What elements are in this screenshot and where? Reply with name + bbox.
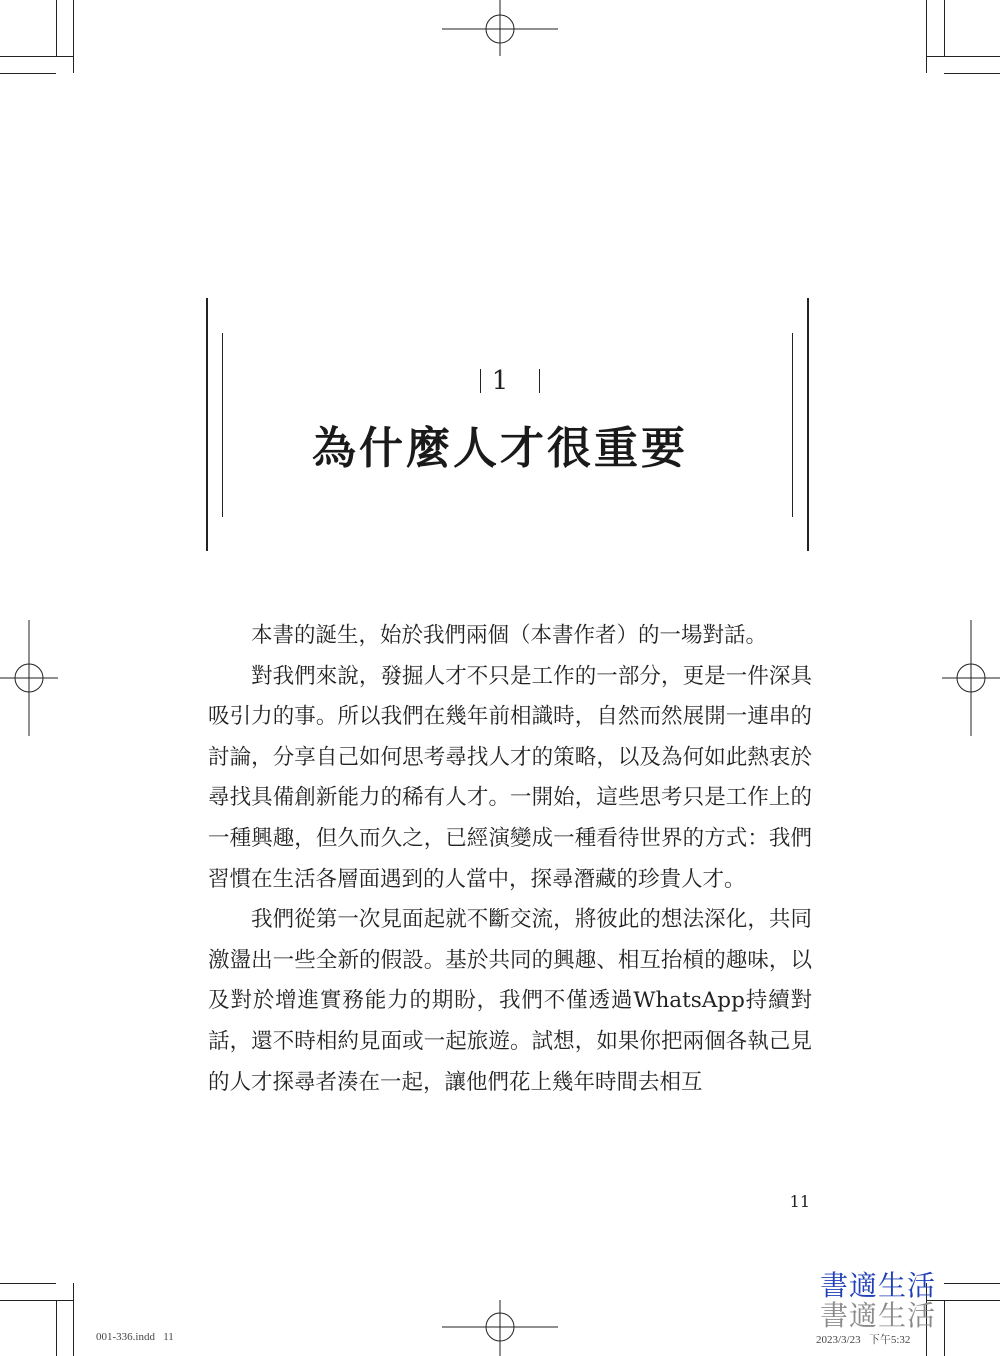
- crop-mark: [56, 1300, 57, 1356]
- registration-mark-icon: [0, 620, 60, 736]
- crop-mark: [944, 73, 1000, 74]
- paragraph: 我們從第一次見面起就不斷交流，將彼此的想法深化，共同激盪出一些全新的假設。基於共同的興趣、相互抬槓的趣味，以及對於增進實務能力的期盼，我們不僅透過WhatsApp持續對話，還不時相約見面或一起旅遊。試想，如果你把兩個各執己見的人才探尋者湊在一起，讓他們花上幾年時間去相互: [208, 907, 812, 1095]
- watermark-text: 書適生活: [820, 1299, 937, 1332]
- crop-mark: [0, 56, 73, 57]
- crop-mark: [0, 1283, 56, 1284]
- slug-file: 001-336.indd 11: [96, 1331, 174, 1343]
- watermark-text: 書適生活: [820, 1269, 937, 1302]
- paragraph: 對我們來說，發掘人才不只是工作的一部分，更是一件深具吸引力的事。所以我們在幾年前相識時，自然而然展開一連串的討論，分享自己如何思考尋找人才的策略，以及為何如此熱衷於尋找具備創新能力的稀有人才。一開始，這些思考只是工作上的一種興趣，但久而久之，已經演變成一種看待世界的方式：我們習慣在生活各層面遇到的人當中，探尋潛藏的珍貴人才。: [208, 663, 812, 892]
- crop-mark: [56, 0, 57, 56]
- crop-mark: [0, 1300, 73, 1301]
- registration-mark-icon: [940, 620, 1000, 736]
- crop-mark: [0, 73, 56, 74]
- slug-timestamp: 2023/3/23 下午5:32: [816, 1334, 911, 1346]
- chapter-title: 為什麼人才很重要: [312, 423, 688, 474]
- registration-mark-icon: [442, 0, 558, 60]
- registration-mark-icon: [442, 1298, 558, 1356]
- crop-mark: [926, 0, 927, 73]
- paragraph: 本書的誕生，始於我們兩個（本書作者）的一場對話。: [251, 623, 768, 648]
- crop-mark: [926, 56, 1000, 57]
- crop-mark: [944, 1300, 945, 1356]
- chapter-number: 1: [491, 366, 509, 396]
- crop-mark: [73, 0, 74, 73]
- page-number: 11: [789, 1192, 810, 1211]
- crop-mark: [73, 1283, 74, 1356]
- crop-mark: [944, 0, 945, 56]
- body-text: [208, 616, 812, 1103]
- crop-mark: [926, 1300, 1000, 1301]
- crop-mark: [944, 1283, 1000, 1284]
